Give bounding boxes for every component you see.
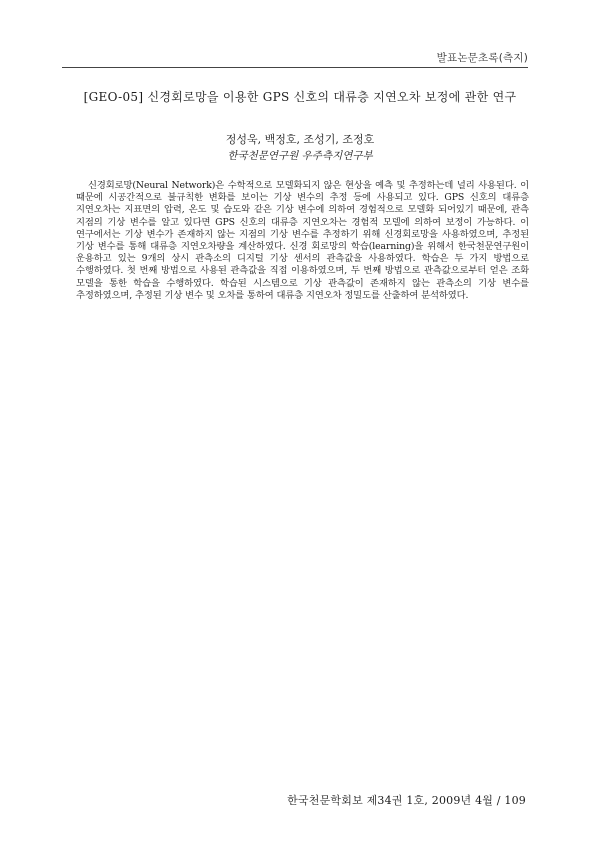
abstract-paragraph: 신경회로망(Neural Network)은 수학적으로 모델화되지 않은 현상을 예측 및 추정하는데 널리 사용된다. 이 때문에 시공간적으로 불규칙한 변화를 보이는 기상 변수의 추정 등에 사용되고 있다. GPS 신호의 대류층 지연오차는 지표면의 압력, 온도 및 습도와 같은 기상 변수에 의하여 경험적으로 모델화 되어있기 때문에, 관측 지점의 기상 변수를 알고 있다면 GPS 신호의 대류층 지연오차는 경험적 모델에 의하여 보정이 가능하다. 이 연구에서는 기상 변수가 존재하지 않는 지점의 기상 변수를 추정하기 위해 신경회로망을 사용하였으며, 추정된 기상 변수를 통해 대류층 지연오차량을 계산하였다. 신경 회로망의 학습(learning)을 위해서 한국천문연구원이 운용하고 있는 9개의 상시 관측소의 디지털 기상 센서의 관측값을 사용하였다. 학습은 두 가지 방법으로 수행하였다. 첫 번째 방법으로 사용된 관측값을 직접 이용하였으며, 두 번째 방법으로 관측값으로부터 얻은 조화 모델을 통한 학습을 수행하였다. 학습된 시스템으로 기상 관측값이 존재하지 않는 관측소의 기상 변수를 추정하였으며, 추정된 기상 변수 및 오차를 통하여 대류층 지연오차 정밀도를 산출하여 분석하였다. (76, 180, 529, 301)
paper-affiliation: 한국천문연구원 우주측지연구부 (227, 150, 373, 162)
header-rule (62, 67, 528, 68)
running-header: 발표논문초록(측지) (436, 52, 528, 64)
paper-title: [GEO-05] 신경회로망을 이용한 GPS 신호의 대류층 지연오차 보정에 관한 연구 (83, 90, 517, 104)
journal-footer: 한국천문학회보 제34권 1호, 2009년 4월 / 109 (287, 794, 526, 807)
paper-authors: 정성욱, 백정호, 조성기, 조정호 (225, 133, 375, 146)
